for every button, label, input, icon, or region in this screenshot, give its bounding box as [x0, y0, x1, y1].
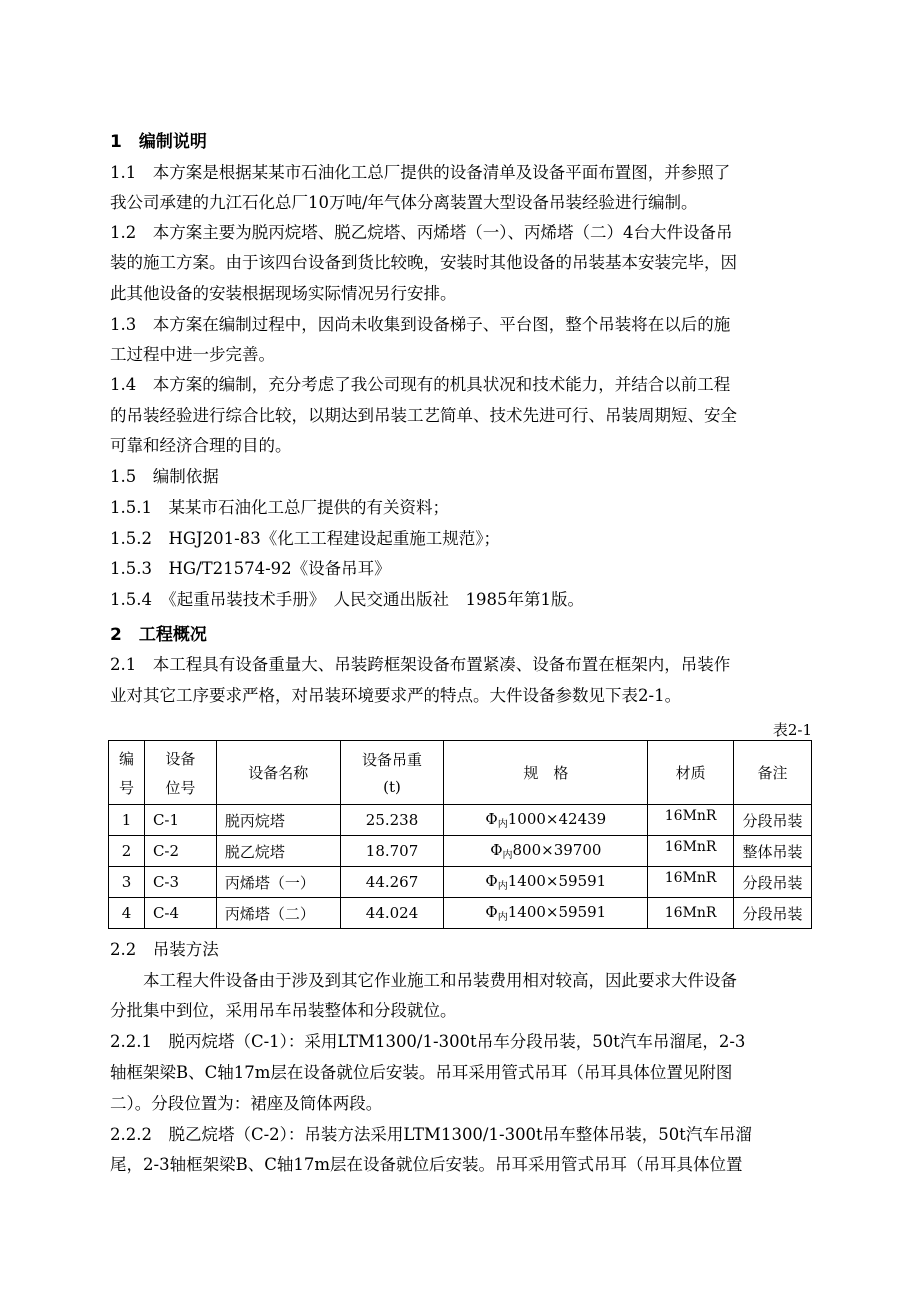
cell-name: 脱丙烷塔: [216, 805, 340, 836]
table-row: [109, 867, 812, 898]
header-no-line1: 编: [118, 749, 134, 768]
paragraph-line: 二）。分段位置为：裙座及筒体两段。: [110, 1094, 383, 1113]
table-row: [109, 805, 812, 836]
header-no-line2: 号: [118, 778, 134, 797]
header-material: 材质: [648, 741, 734, 805]
paragraph-line: 尾，2-3轴框架梁B、C轴17m层在设备就位后安装。吊耳采用管式吊耳（吊耳具体位置: [110, 1155, 743, 1174]
cell-weight: 25.238: [340, 805, 444, 836]
cell-spec: [444, 805, 648, 836]
paragraph-line: 此其他设备的安装根据现场实际情况另行安排。: [110, 284, 457, 303]
spec-subscript: 内: [497, 881, 508, 892]
header-weight-line2: (t): [383, 778, 401, 796]
paragraph-line: 可靠和经济合理的目的。: [110, 436, 292, 455]
cell-tag: C-2: [144, 836, 216, 867]
spec-subscript: 内: [497, 819, 508, 830]
cell-no: 4: [109, 898, 145, 929]
cell-name: 脱乙烷塔: [216, 836, 340, 867]
cell-no: 3: [109, 867, 145, 898]
paragraph-line: 2.2 吊装方法: [110, 940, 219, 959]
equipment-parameters-table: [108, 740, 812, 929]
paragraph-line: 1.5.4 《起重吊装技术手册》 人民交通出版社 1985年第1版。: [110, 590, 584, 609]
header-tag-line2: 位号: [165, 778, 196, 797]
paragraph-line: 1.3 本方案在编制过程中，因尚未收集到设备梯子、平台图，整个吊装将在以后的施: [110, 315, 731, 334]
cell-material: 16MnR: [648, 805, 734, 836]
paragraph-line: 1.2 本方案主要为脱丙烷塔、脱乙烷塔、丙烯塔（一）、丙烯塔（二）4台大件设备吊: [110, 223, 733, 242]
cell-material: 16MnR: [648, 898, 734, 929]
table-row: [109, 898, 812, 929]
cell-spec: [444, 867, 648, 898]
table-caption: 表2-1: [772, 721, 812, 739]
paragraph-line: 业对其它工序要求严格，对吊装环境要求严的特点。大件设备参数见下表2-1。: [110, 686, 682, 705]
spec-subscript: 内: [502, 850, 513, 861]
table-row: [109, 836, 812, 867]
cell-name: 丙烯塔（一）: [216, 867, 340, 898]
header-tag: [144, 741, 216, 805]
cell-weight: 44.267: [340, 867, 444, 898]
paragraph-line: 轴框架梁B、C轴17m层在设备就位后安装。吊耳采用管式吊耳（吊耳具体位置见附图: [110, 1063, 733, 1082]
paragraph-line: 工过程中进一步完善。: [110, 345, 275, 364]
cell-remark: 分段吊装: [734, 867, 812, 898]
cell-weight: 18.707: [340, 836, 444, 867]
paragraph-line: 分批集中到位，采用吊车吊装整体和分段就位。: [110, 1001, 457, 1020]
paragraph-line: 1.5.3 HG/T21574-92《设备吊耳》: [110, 559, 391, 578]
paragraph-line: 1.1 本方案是根据某某市石油化工总厂提供的设备清单及设备平面布置图，并参照了: [110, 163, 731, 182]
cell-remark: 整体吊装: [734, 836, 812, 867]
cell-remark: 分段吊装: [734, 898, 812, 929]
paragraph-line: 装的施工方案。由于该四台设备到货比较晚，安装时其他设备的吊装基本安装完毕，因: [110, 253, 737, 272]
header-tag-line1: 设备: [165, 749, 196, 768]
paragraph-line: 2.1 本工程具有设备重量大、吊装跨框架设备布置紧凑、设备布置在框架内，吊装作: [110, 655, 731, 674]
cell-weight: 44.024: [340, 898, 444, 929]
paragraph-line: 1.5.2 HGJ201-83《化工工程建设起重施工规范》；: [110, 529, 500, 548]
section-2-heading: 2 工程概况: [110, 625, 207, 645]
spec-phi: Φ: [485, 810, 498, 828]
paragraph-line: 1.5.1 某某市石油化工总厂提供的有关资料；: [110, 498, 449, 517]
paragraph-line: 我公司承建的九江石化总厂10万吨/年气体分离装置大型设备吊装经验进行编制。: [110, 193, 698, 212]
cell-tag: C-3: [144, 867, 216, 898]
cell-remark: 分段吊装: [734, 805, 812, 836]
cell-spec: [444, 898, 648, 929]
header-weight: [340, 741, 444, 805]
paragraph-line: 2.2.2 脱乙烷塔（C-2）：吊装方法采用LTM1300/1-300t吊车整体吊装，50t汽车吊溜: [110, 1125, 752, 1144]
paragraph-line: 2.2.1 脱丙烷塔（C-1）：采用LTM1300/1-300t吊车分段吊装，50t汽车吊溜尾，2-3: [110, 1032, 746, 1051]
spec-phi: Φ: [490, 841, 503, 859]
cell-no: 1: [109, 805, 145, 836]
cell-no: 2: [109, 836, 145, 867]
header-name: 设备名称: [216, 741, 340, 805]
spec-phi: Φ: [485, 872, 498, 890]
spec-dimensions: 800×39700: [512, 841, 602, 859]
cell-name: 丙烯塔（二）: [216, 898, 340, 929]
cell-tag: C-4: [144, 898, 216, 929]
spec-dimensions: 1000×42439: [507, 810, 607, 828]
header-weight-line1: 设备吊重: [362, 751, 423, 769]
table-header-row: [109, 741, 812, 805]
header-remark: 备注: [734, 741, 812, 805]
header-no: [109, 741, 145, 805]
cell-material: 16MnR: [648, 867, 734, 898]
spec-subscript: 内: [497, 912, 508, 923]
paragraph-line: 的吊装经验进行综合比较，以期达到吊装工艺简单、技术先进可行、吊装周期短、安全: [110, 406, 737, 425]
spec-dimensions: 1400×59591: [507, 903, 607, 921]
paragraph-line: 本工程大件设备由于涉及到其它作业施工和吊装费用相对较高，因此要求大件设备: [110, 971, 737, 990]
paragraph-line: 1.5 编制依据: [110, 467, 219, 486]
cell-material: 16MnR: [648, 836, 734, 867]
cell-tag: C-1: [144, 805, 216, 836]
header-spec: 规 格: [444, 741, 648, 805]
cell-spec: [444, 836, 648, 867]
section-1-heading: 1 编制说明: [110, 132, 207, 152]
spec-phi: Φ: [485, 903, 498, 921]
paragraph-line: 1.4 本方案的编制，充分考虑了我公司现有的机具状况和技术能力，并结合以前工程: [110, 375, 731, 394]
spec-dimensions: 1400×59591: [507, 872, 607, 890]
